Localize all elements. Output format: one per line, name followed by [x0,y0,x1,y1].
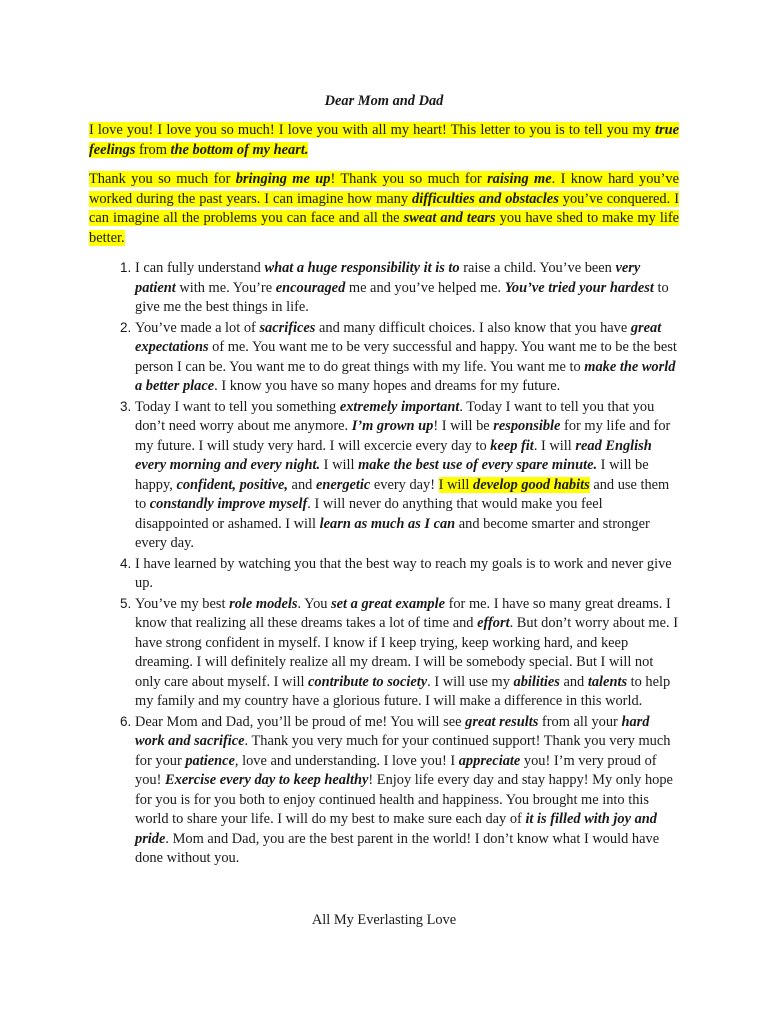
closing-line: All My Everlasting Love [311,912,457,928]
intro-paragraph [89,121,679,160]
list-item [135,318,679,397]
text-run: I will [320,457,359,473]
text-run: . I know you have so many hopes and dreams for my future. [214,378,561,394]
text-run: Dear Mom and Dad, you’ll be proud of me! You will see [135,713,466,730]
text-run: from all your [538,713,622,730]
emphasis-text: great results [465,713,539,730]
emphasis-text: bringing me up [235,171,331,187]
text-run: to help my family and my country have a glorious future. I will make a difference in this world. [135,673,671,709]
emphasis-text: responsible [493,418,561,434]
emphasis-text: patience [185,752,235,769]
text-run: every day! [370,476,439,493]
text-run: . Thank you very much for your continued support! Thank you very much for your [135,733,671,769]
emphasis-text: constandly improve myself [149,496,308,512]
text-run: and [559,673,588,690]
emphasis-text: difficulties and obstacles [412,190,559,207]
text-run: for my life and for my future. I will study very hard. I will excercie every day to [135,418,671,454]
emphasis-text: Exercise every day to keep healthy [164,772,369,788]
text-run: , love and understanding. I love you! I [234,752,459,769]
emphasis-text: keep fit [490,437,534,454]
text-run: I have learned by watching you that the best way to reach my goals is to work and never give up. [135,555,672,591]
emphasis-text: read English every morning and every night. [135,437,652,473]
text-run: and [287,476,316,493]
text-run: you have shed to make my life better. [89,210,679,246]
emphasis-text: set a great example [331,595,445,612]
text-run: . I will use my [427,673,514,690]
emphasis-text: make the world a better place [135,358,676,394]
emphasis-text: sacrifices [259,319,316,336]
list-item [135,397,679,554]
text-run: . Today I want to tell you that you don’t need worry about me anymore. [135,398,655,434]
text-run: Thank you so much for [89,171,236,187]
text-run: for me. I have so many great dreams. I know that realizing all these dreams takes a lot of time and [135,595,671,631]
thanks-paragraph [89,170,679,248]
emphasis-text: raising me [487,171,552,187]
text-run: ! Enjoy life every day and stay happy! My only hope for you is for you both to enjoy continued health and happiness. You brought me into this world to share your life. I will do my best to make sure each day of [135,772,673,827]
emphasis-text: true feelings [89,122,679,158]
text-run: Today I want to tell you something [135,398,340,415]
text-run: . I will never do anything that would make you feel disappointed or ashamed. I will [135,496,603,532]
text-run: with me. You’re [175,279,276,296]
text-run: You’ve made a lot of [135,319,260,336]
text-run: to give me the best things in life. [135,279,669,315]
emphasis-text: the bottom of my heart. [170,141,309,158]
list-item [135,594,679,712]
text-run: you’ve conquered. I can imagine all the problems you can face and all the [89,190,679,226]
emphasis-text: contribute to society [308,673,428,690]
emphasis-text: what a huge responsibility it is to [264,260,460,276]
emphasis-text: appreciate [458,752,521,769]
text-run: . I will [533,437,576,454]
text-run: and use them to [135,476,670,512]
emphasis-text: learn as much as I can [319,515,456,532]
text-run: of me. You want me to be very successful and happy. You want me to be the best person I can be. You want me to do great things with my life. You want me to [135,339,677,375]
letter-title: Dear Mom and Dad [324,93,444,109]
paragraph-highlight [89,171,679,246]
text-run: . I know hard you’ve worked during the past years. I can imagine how many [89,171,679,207]
emphasis-text: energetic [315,476,371,493]
text-run: from [135,141,171,158]
text-run: You’ve my best [135,595,230,612]
text-run: raise a child. You’ve been [459,260,616,276]
text-run: ! Thank you so much for [330,171,488,187]
emphasis-text: I’m grown up [351,418,434,434]
emphasis-text: effort [477,615,510,631]
emphasis-text: confident, positive, [176,476,288,493]
list-item [135,258,679,318]
emphasis-text: role models [229,595,298,612]
emphasis-text: hard work and sacrifice [135,713,650,749]
emphasis-text: You’ve tried your hardest [504,279,654,296]
text-run: I will be happy, [135,457,649,493]
emphasis-text: very patient [135,260,641,296]
text-run: . Mom and Dad, you are the best parent in the world! I don’t know what I would have done without you. [135,830,660,866]
text-run: you! I’m very proud of you! [135,752,657,788]
emphasis-text: make the best use of every spare minute. [358,457,598,473]
list-item [135,712,679,869]
text-run: I will [438,476,473,493]
text-run: me and you’ve helped me. [345,279,505,296]
text-run: and many difficult choices. I also know that you have [315,319,631,336]
emphasis-text: talents [587,673,628,690]
emphasis-text: extremely important [339,398,460,415]
text-run: I can fully understand [135,260,265,276]
paragraph-highlight [89,122,679,158]
text-run: ! I will be [433,418,494,434]
emphasis-text: it is filled with joy and pride [135,811,657,847]
text-run: . You [297,595,332,612]
numbered-list [89,258,679,869]
text-run: I love you! I love you so much! I love you with all my heart! This letter to you is to tell you my [89,122,655,138]
emphasis-text: encouraged [275,279,346,296]
text-run: . But don’t worry about me. I have strong confident in myself. I know if I keep trying, keep working hard, and keep dreaming. I will definitely realize all my dream. I will be somebody special. But I will not only care about myself. I will [135,615,678,690]
emphasis-text: sweat and tears [403,210,496,226]
emphasis-text: great expectations [135,319,662,355]
emphasis-text: develop good habits [473,476,590,493]
list-item [135,554,679,594]
text-run: and become smarter and stronger every day. [135,515,650,551]
emphasis-text: abilities [513,673,560,690]
